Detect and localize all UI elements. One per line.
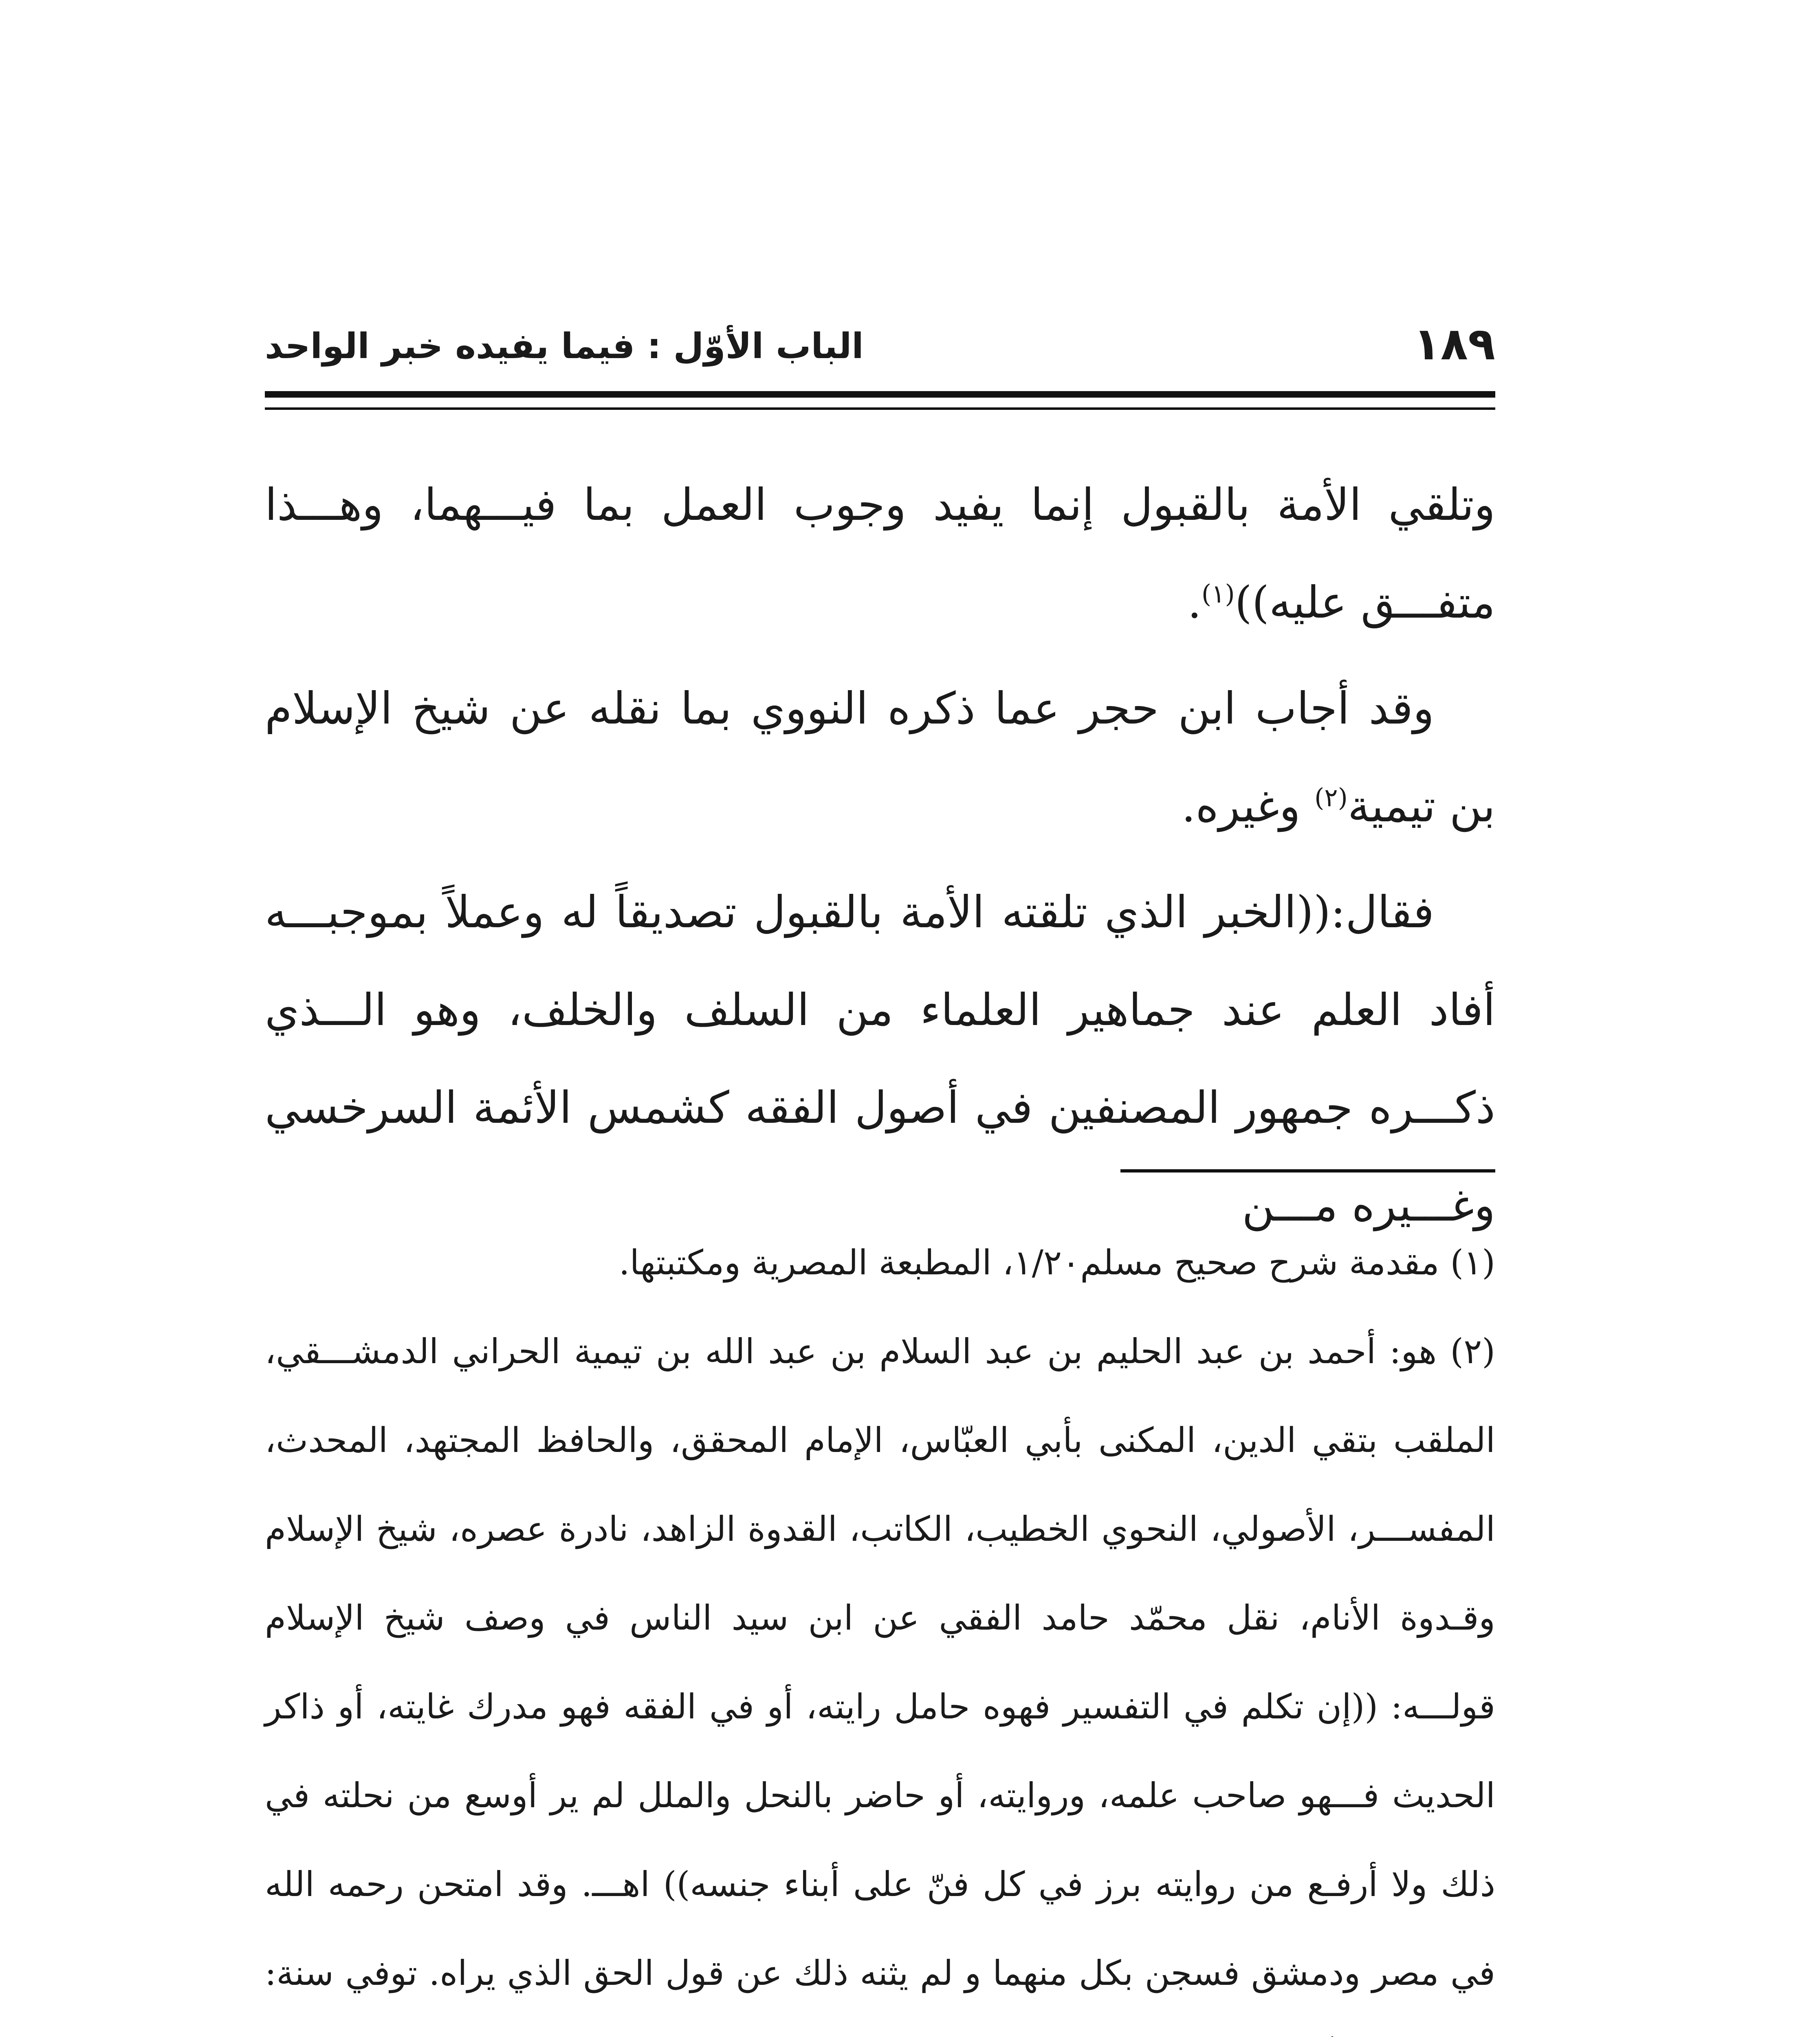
footnote-separator [1120, 1169, 1495, 1172]
footnotes [265, 1218, 1495, 2037]
header-rule-thin [265, 407, 1495, 410]
main-text [265, 456, 1495, 1263]
paragraph-2-end: وغيره. [1182, 781, 1315, 832]
header-rule-thick [265, 391, 1495, 398]
paragraph-1 [265, 456, 1495, 652]
footnote-ref-2: (٢) [1314, 783, 1348, 812]
paragraph-1-end: . [1187, 577, 1202, 628]
paragraph-1-text: وتلقي الأمة بالقبول إنما يفيد وجوب العمل بما فيـــهما، وهـــذا متفـــق عليه)) [265, 480, 1495, 628]
paragraph-2-text: وقد أجاب ابن حجر عما ذكره النووي بما نقله عن شيخ الإسلام بن تيمية [265, 683, 1495, 832]
footnote-ref-1: (١) [1201, 579, 1235, 609]
footnote-2: (٢) هو: أحمد بن عبد الحليم بن عبد السلام بن عبد الله بن تيمية الحراني الدمشـــقي، الملقب بتقي الدين، المكنى بأبي العبّاس، الإمام المحقق، والحافظ المجتهد، المحدث، المفســـر، الأصولي، النحوي الخطيب، الكاتب، القدوة الزاهد، نادرة عصره، شيخ الإسلام وقـدوة الأنام، نقل محمّد حامد الفقي عن ابن سيد الناس في وصف شيخ الإسلام قولـــه: ((إن تكلم في التفسير فهوه حامل رايته، أو في الفقه فهو مدرك غايته، أو ذاكر الحديث فـــهو صاحب علمه، وروايته، أو حاضر بالنحل والملل لم ير أوسع من نحلته في ذلك ولا أرفـع من روايته برز في كل فنّ على أبناء جنسه)) اهـــ. وقد امتحن رحمه الله في مصر ودمشق فسجن بكل منهما و لم يثنه ذلك عن قول الحق الذي يراه. توفي سنة: [265, 1331, 1495, 1993]
paragraph-3 [265, 864, 1495, 1255]
footnote-1: (١) مقدمة شرح صحيح مسلم١/٢٠، المطبعة المصرية ومكتبتها. [618, 1243, 1495, 1282]
running-header [265, 318, 1495, 399]
paragraph-3-text: فقال:((الخبر الذي تلقته الأمة بالقبول تصديقاً له وعملاً بموجبـــه أفاد العلم عند جماهير العلماء من السلف والخلف، وهو الـــذي ذكـــره جمهور المصنفين في أصول الفقه كشمس الأئمة السرخسي وغـــيره مـــن [265, 887, 1495, 1231]
chapter-title: الباب الأوّل : فيما يفيده خبر الواحد [265, 326, 864, 367]
paragraph-2 [265, 660, 1495, 856]
page-number: ١٨٩ [1413, 318, 1495, 370]
